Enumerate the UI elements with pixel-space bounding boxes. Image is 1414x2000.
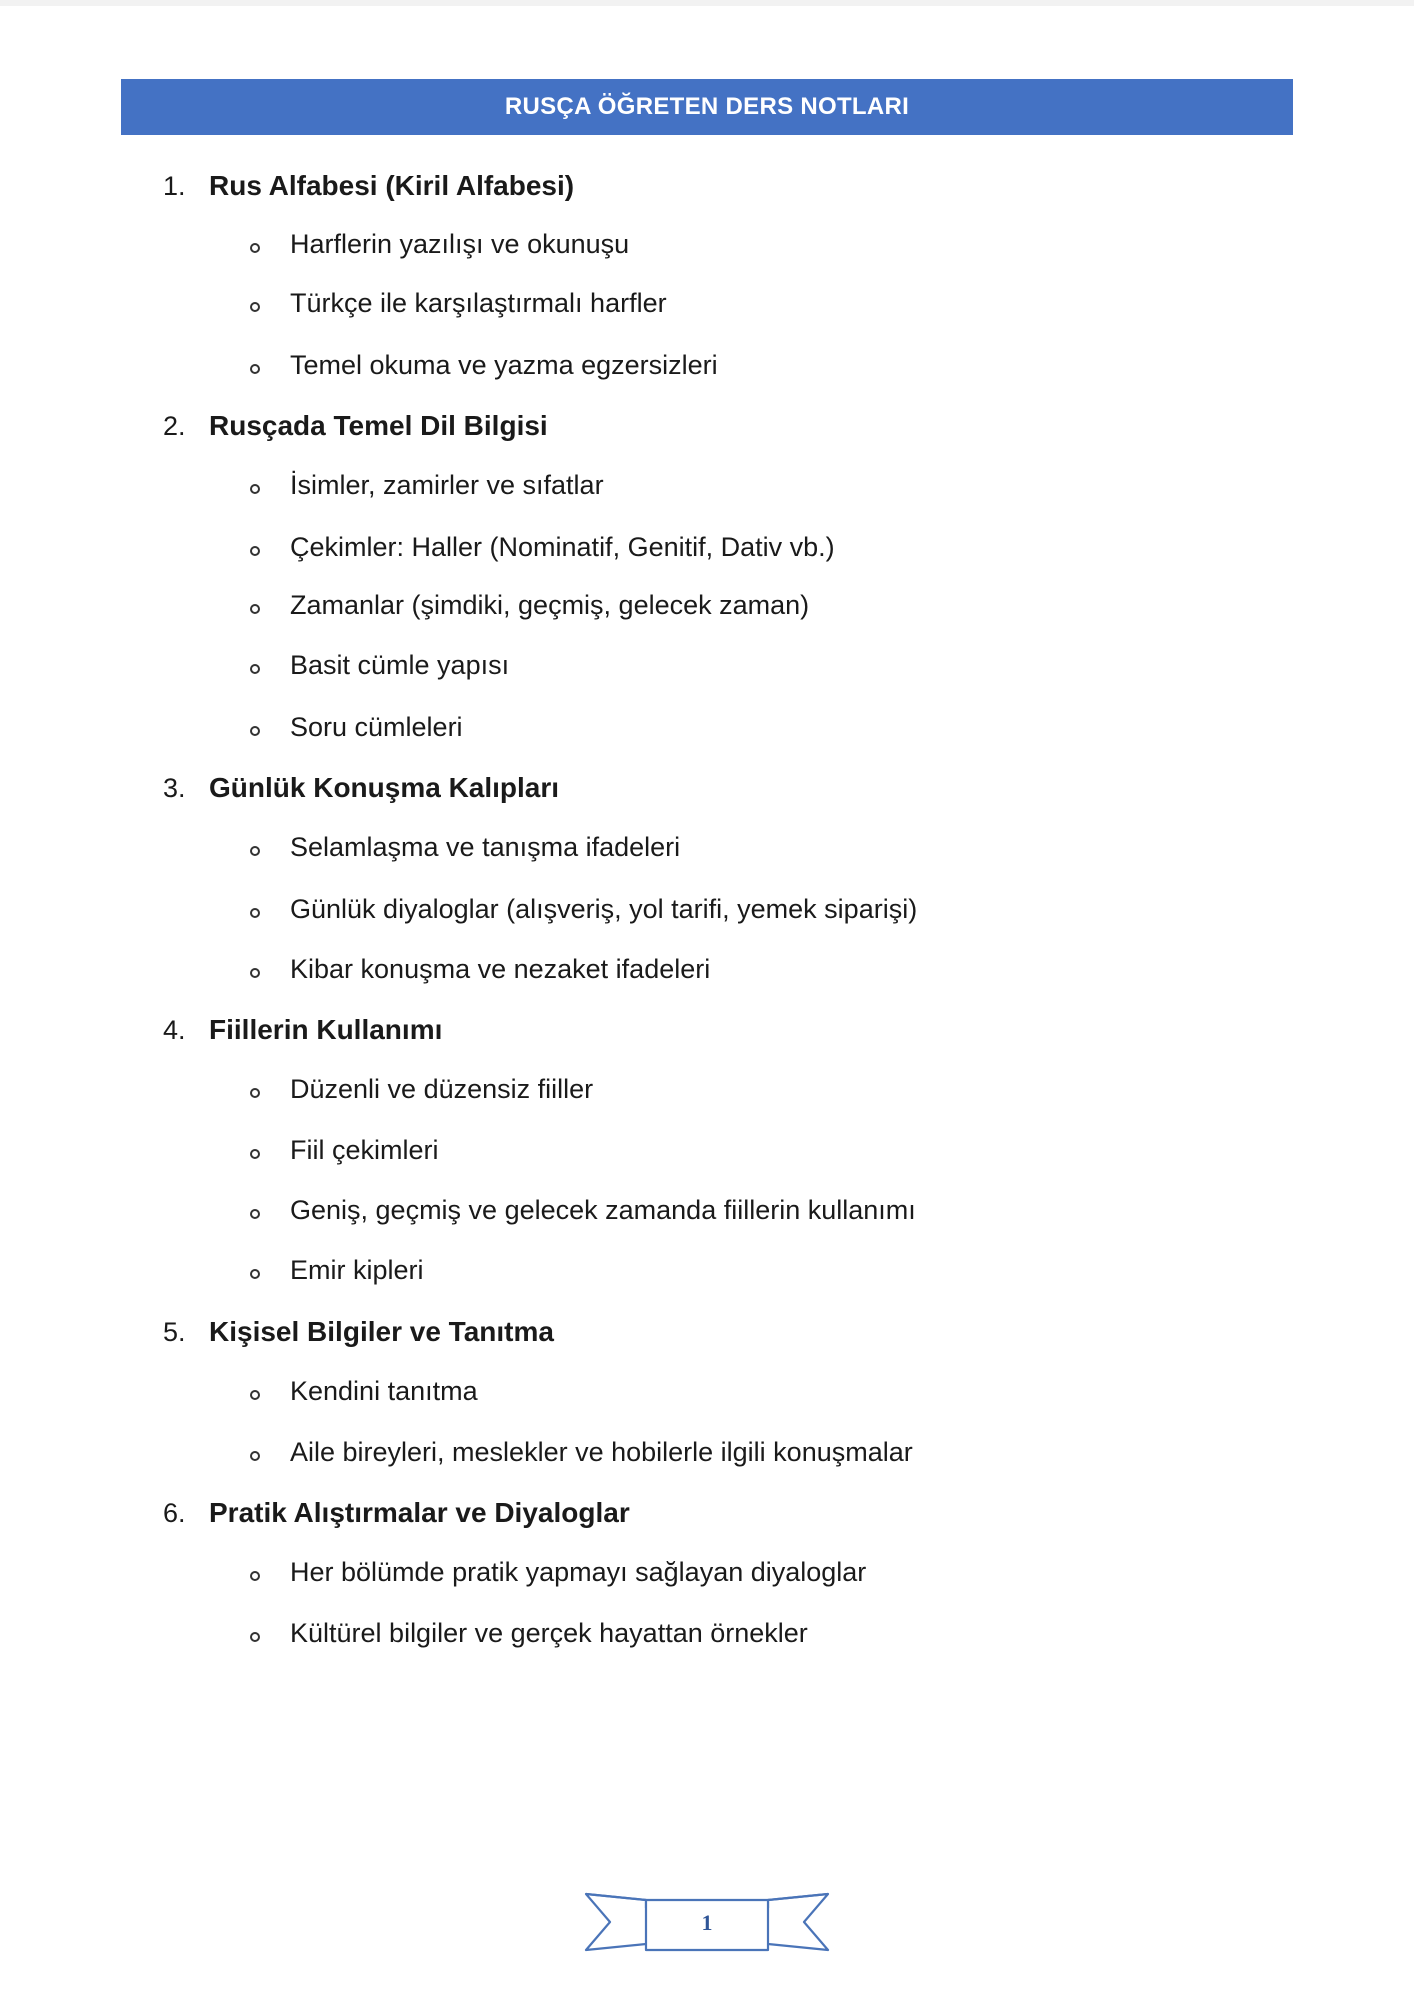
page-top-edge: [0, 0, 1414, 6]
section-number: 4.: [163, 1015, 186, 1045]
list-item-label: Harflerin yazılışı ve okunuşu: [290, 229, 630, 259]
section-heading-3: [163, 772, 559, 804]
section-heading-1: [163, 170, 574, 202]
list-item: [250, 1255, 424, 1286]
list-item: [250, 712, 463, 743]
section-title: Kişisel Bilgiler ve Tanıtma: [209, 1316, 554, 1347]
hollow-circle-bullet-icon: [250, 1088, 260, 1098]
list-item-label: Fiil çekimleri: [290, 1135, 439, 1165]
section-title: Rus Alfabesi (Kiril Alfabesi): [209, 170, 575, 201]
page-number-ribbon: [584, 1886, 830, 1956]
section-heading-2: [163, 410, 548, 442]
list-item: [250, 1376, 478, 1407]
page-title: RUSÇA ÖĞRETEN DERS NOTLARI: [504, 93, 910, 120]
page-number: 1: [701, 1910, 713, 1935]
list-item: [250, 288, 667, 319]
hollow-circle-bullet-icon: [250, 726, 260, 736]
hollow-circle-bullet-icon: [250, 1269, 260, 1279]
hollow-circle-bullet-icon: [250, 364, 260, 374]
hollow-circle-bullet-icon: [250, 908, 260, 918]
list-item-label: Kibar konuşma ve nezaket ifadeleri: [290, 954, 711, 984]
section-number: 2.: [163, 411, 186, 441]
list-item-label: Soru cümleleri: [290, 712, 463, 742]
section-title: Fiillerin Kullanımı: [209, 1014, 443, 1045]
hollow-circle-bullet-icon: [250, 1571, 260, 1581]
list-item-label: Kültürel bilgiler ve gerçek hayattan örnekler: [290, 1618, 808, 1648]
list-item: [250, 1557, 866, 1588]
list-item-label: Temel okuma ve yazma egzersizleri: [290, 350, 718, 380]
list-item: [250, 1195, 916, 1226]
list-item: [250, 470, 604, 501]
hollow-circle-bullet-icon: [250, 484, 260, 494]
list-item: [250, 590, 809, 621]
list-item: [250, 350, 718, 381]
hollow-circle-bullet-icon: [250, 846, 260, 856]
hollow-circle-bullet-icon: [250, 243, 260, 253]
hollow-circle-bullet-icon: [250, 604, 260, 614]
list-item: [250, 650, 509, 681]
list-item: [250, 832, 680, 863]
list-item: [250, 1074, 593, 1105]
hollow-circle-bullet-icon: [250, 1632, 260, 1642]
list-item-label: Geniş, geçmiş ve gelecek zamanda fiillerin kullanımı: [290, 1195, 916, 1225]
list-item-label: Zamanlar (şimdiki, geçmiş, gelecek zaman): [290, 590, 810, 620]
list-item-label: Çekimler: Haller (Nominatif, Genitif, Dativ vb.): [290, 532, 835, 562]
section-heading-6: [163, 1497, 630, 1529]
list-item: [250, 954, 710, 985]
section-heading-4: [163, 1014, 442, 1046]
title-banner: [121, 79, 1293, 135]
list-item-label: Kendini tanıtma: [290, 1376, 478, 1406]
list-item-label: Selamlaşma ve tanışma ifadeleri: [290, 832, 681, 862]
section-title: Pratik Alıştırmalar ve Diyaloglar: [209, 1497, 630, 1528]
list-item: [250, 1135, 439, 1166]
section-number: 3.: [163, 773, 186, 803]
hollow-circle-bullet-icon: [250, 1149, 260, 1159]
list-item-label: Günlük diyaloglar (alışveriş, yol tarifi, yemek siparişi): [290, 894, 918, 924]
list-item-label: Aile bireyleri, meslekler ve hobilerle ilgili konuşmalar: [290, 1437, 913, 1467]
section-title: Günlük Konuşma Kalıpları: [209, 772, 560, 803]
list-item-label: Emir kipleri: [290, 1255, 424, 1285]
list-item: [250, 894, 917, 925]
list-item: [250, 229, 629, 260]
list-item-label: Düzenli ve düzensiz fiiller: [290, 1074, 594, 1104]
list-item-label: Basit cümle yapısı: [290, 650, 510, 680]
hollow-circle-bullet-icon: [250, 1451, 260, 1461]
hollow-circle-bullet-icon: [250, 1209, 260, 1219]
section-number: 6.: [163, 1498, 186, 1528]
hollow-circle-bullet-icon: [250, 302, 260, 312]
list-item: [250, 1618, 808, 1649]
list-item-label: Her bölümde pratik yapmayı sağlayan diyaloglar: [290, 1557, 867, 1587]
section-number: 1.: [163, 171, 186, 201]
hollow-circle-bullet-icon: [250, 1390, 260, 1400]
list-item-label: Türkçe ile karşılaştırmalı harfler: [290, 288, 667, 318]
section-number: 5.: [163, 1317, 186, 1347]
list-item: [250, 532, 835, 563]
hollow-circle-bullet-icon: [250, 546, 260, 556]
list-item: [250, 1437, 913, 1468]
list-item-label: İsimler, zamirler ve sıfatlar: [290, 470, 604, 500]
hollow-circle-bullet-icon: [250, 664, 260, 674]
section-heading-5: [163, 1316, 554, 1348]
section-title: Rusçada Temel Dil Bilgisi: [209, 410, 548, 441]
hollow-circle-bullet-icon: [250, 968, 260, 978]
